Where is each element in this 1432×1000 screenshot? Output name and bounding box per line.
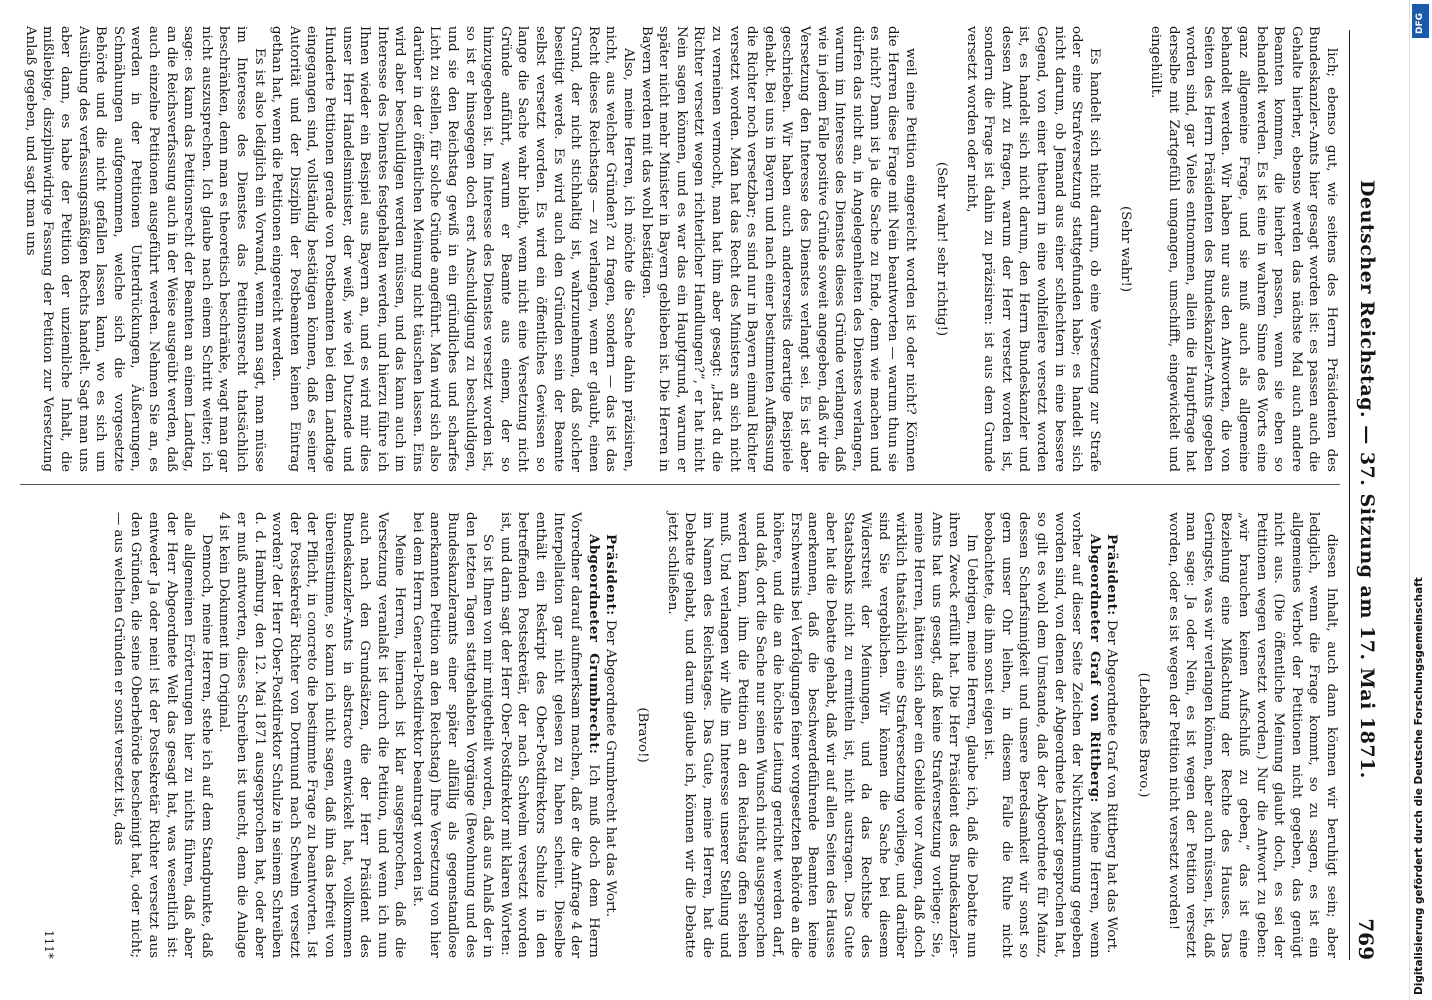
speaker-name: Präsident:	[603, 534, 619, 616]
speaker-name: Abgeordneter Graf von Rittberg:	[1086, 534, 1102, 803]
paragraph: Dennoch, meine Herren, stehe ich auf dem Standpunkte, daß alle allgemeinen Erörterungen hier zu nichts führen, daß aber der Herr Abgeordnete Welt das gesagt hat, was wesentlich ist: entweder Ja oder nein! ist der Postsekretär Richter versetzt aus den Gründen, die seine Oberbehörde bescheinigt hat, oder nicht; — aus welchen Gründen er sonst versetzt ist, das	[110, 512, 214, 958]
paragraph: Im Uebrigen, meine Herren, glaube ich, daß die Debatte nun ihren Zweck erfüllt hat. Die Herr Präsident des Bundeskanzler-Amts hat uns gesagt, daß keine Strafversetzung vorliege; Sie, meine Herren, hätten sich aber ein Gebilde vor Augen, daß doch wirklich thatsächlich eine Strafversetzung vorliege, und darüber sind Sie vergeblichen. Wir können die Sache bei diesem Widerstreit der Meinungen, und da das Rechtsbe des Staatsbanks nicht zu ermitteln ist, nicht austragen. Das Gute aber hat die Debatte gehabt, daß wir auf allen Seiten des Hauses anerkennen, daß die beschwerdeführende Beamten keine Erschwernis bei Verfolgungen feiner vorgesetzten Behörde an die höhere, und die an die höchste Leitung gerichtet werden darf, und daß, dort die Sache nur seinen Wunsch nicht ausgesprochen werden kann, ihm die Petition an den Reichstag offen stehen muß. Und verlangen wir Alle im Interesse unserer Stellung und im Namen des Reichstages. Das Gute, meine Herren, hat die Debatte gehabt, und darum glaube ich, können wir die Debatte jetzt schließen.	[664, 512, 979, 958]
digitization-credit-bar	[1409, 0, 1432, 1000]
paragraph: Es ist also lediglich ein Vorwand, wenn man sagt, man müsse im Interesse des Dienstes das Petitionsrecht thatsächlich beschränken, denn man es theoretisch beschränke, wagt man gar nicht auszusprechen. Ich glaube nach einem Schritt weiter; ich sage: es kann das Petitionsrecht der Beamten an einem Landtag, an die Reichsverfassung auch in der Weise ausgeübt werden, daß auch einzelne Petitionen ausgeführt werden. Nehmen Sie an, es werden in der Petitionen Unterdrückungen, Äußerungen, Schmähungen aufgenommen, welche sich die vorgesetzte Behörde und die nicht gefallen lassen kann, wo es sich um Ausübung des verfassungsmäßigen Rechts handelt. Sagt man uns aber dann, es habe der Petition der unziemliche Inhalt, die mißliebige, disziplinwidrige Fassung der Petition zur Versetzung Anlaß gegeben, und sagt man uns	[22, 26, 267, 472]
digitization-credit-text: Digitalisierung gefördert durch die Deutsche Forschungsgemeinschaft	[1413, 577, 1425, 995]
interjection: (Sehr wahr!)	[1118, 205, 1134, 293]
interjection: (Lebhaftes Bravo.)	[1136, 672, 1152, 798]
speaker-paragraph	[602, 512, 620, 958]
paragraph: diesen Inhalt, auch dann können wir beruhigt sein; aber lediglich, wenn die Frage kommt, so zu sagen, es ist ein allgemeines Verbot der Petitionen nicht gegeben, das genügt nicht aus. (Die öffentliche Meinung glaubt doch, es sei der Petitionen wegen versetzt worden.) Nur die Antwort zu geben: „wir brauchen keinen Aufschluß zu geben,“ das ist eine Beziehung eine Mißachtung der Rechte des Hauses. Das Geringste, was wir verlangen können, aber auch müssen, ist, daß man sage: Ja oder Nein, es ist wegen der Petition versetzt worden, oder es ist wegen der Petition nicht versetzt worden!	[1165, 512, 1339, 958]
page-title: Deutscher Reichstag. — 37. Sitzung am 17. Mai 1871.	[1356, 180, 1378, 779]
paragraph: So ist Ihnen von mir mitgetheilt worden, daß aus Anlaß der in den letzten Tagen stattgehabten Vorgänge (Bewohnung und des Bundeskanzleramts einer später allfällig als gegenstandlose anerkannten Petition an den Reichstag) Ihre Versetzung von hier bei dem Herrn General-Postdirektor beantragt worden ist.	[409, 512, 496, 958]
paragraph: Es handelt sich nicht darum, ob eine Versetzung zur Strafe oder eine Strafversetzung stattgefunden habe; es handelt sich nicht darum, ob Jemand aus einer schlechtern in eine bessere Gegend, von einer theuern in eine wohlfeilere versetzt worden ist, es handelt sich nicht darum, den Herrn Bundeskanzler und dessen Amt zu fragen, warum der Herr versetzt worden ist, sondern die Frage ist dahin zu präzisiren: ist aus dem Grunde versetzt worden oder nicht,	[963, 26, 1102, 472]
interjection: (Sehr wahr! sehr richtig!)	[934, 161, 950, 337]
speaker-name: Abgeordneter Grumbrecht:	[585, 534, 601, 755]
speech-text: Meine Herren, wenn vorher auf dieser Seite Zeichen der Nichtzustimmung gegeben worden sind, von denen der Abgeordnete Lasker gesprochen hat, so gilt es wohl dem Umstande, daß der Abgeordnete für Mainz, dessen Scharfsinnigkeit und unsere Beredsamkeit wir sonst so gern unser Ohr leihen, in diesem Falle die Ruhe nicht beobachtete, die ihm sonst eigen ist.	[981, 512, 1102, 958]
right-column	[20, 512, 1340, 958]
speech-text: Der Abgeordnete Graf von Rittberg hat das Wort.	[1104, 619, 1120, 954]
column-divider	[20, 484, 1340, 485]
paragraph: Also, meine Herren, ich möchte die Sache dahin präzisiren, nicht, aus welcher Gründen? zu fragen, sondern — das ist das Recht dieses Reichstags — zu verlangen, wenn er glaubt, einen Grund, der nicht stichhaltig ist, wahrzunehmen, daß solcher beseitigt werde. Es wird auch den Gründen sein der Beamte selbst versetzt worden. Es wird ein öffentliches Gewissen so lange die Sache wahr bleibt, wenn nicht eine Versetzung nicht Gründe anführt, warum er Beamte aus einem, der so hinzugegeben ist. Im Interesse des Dienstes versetzt worden ist, so ist er hinsegegen doch erst Anschuldigung zu beschuldigen, und sie den Reichstag gewiß in ein gründliches und scharfes Licht zu stellen, für solche Gründe angeführt. Man wird sich also darüber in der öffentlichen Meinung nicht täuschen lassen. Eins wird aber beschuldigen werden müssen, und das kann auch im Interesse des Dienstes festgehalten werden, und hierzu führe ich Ihnen wieder ein Beispiel aus Bayern an, und es wird mir dies unser Herr Handelsminister, der weiß, wie viel Dutzende und Hunderte Petitionen gerade von Postbeamten bei dem Landtage eingegangen sind, vollständig bestätigen können, daß es seiner Autorität und der Disziplin der Postbeamten keinen Eintrag gethan hat, wenn die Petitionen eingereicht werden.	[269, 26, 637, 472]
dfg-logo: DFG	[1412, 4, 1429, 38]
left-column	[20, 26, 1340, 472]
speaker-name: Präsident:	[1104, 534, 1120, 616]
speaker-paragraph	[1103, 512, 1121, 958]
speaker-paragraph	[980, 512, 1103, 958]
signature-mark: 111*	[42, 930, 56, 959]
paragraph: lich; ebenso gut, wie seitens des Herrn Präsidenten des Bundeskanzler-Amts hier gesagt worden ist: es passen auch die Gehalte hierher, ebenso werden das nächste Mal auch andere Beamten kommen, die hierher passen, wenn sie eben so behandelt werden. Es ist eine in wahrem Sinne des Worts eine ganz allgemeine Frage, und sie muß auch als allgemeine behandelt werden. Wir haben nur aus den Antworten, die von Seiten des Herrn Präsidenten des Bundeskanzler-Amts gegeben worden sind, gar Vieles entnommen, allein die Hauptfrage hat derselbe mit Zartgefühl umgangen, umschifft, eingewickelt und eingehüllt.	[1148, 26, 1339, 472]
paragraph: weil eine Petition eingereicht worden ist oder nicht? Können die Herren diese Frage mit Nein beantworten — warum thun sie es nicht? Dann ist ja die Sache zu Ende, denn wie machen und dürfen das nicht an, in Angelegenheiten des Dienstes verlangen, warum im Interesse des Dienstes dieses Gründe verlangen, daß wie in jedem Falle positive Gründe soweit angegeben, daß wir die Versetzung den Interesse des Dienstes verlangt sei. Es ist aber geschrieben. Wir haben auch andererseits derartige Beispiele gehabt. Bei uns in Bayern und nach einer bestimmten Auffassung die Richter noch versetzbar; es sind nur in Bayern einmal Richter versetzt worden. Man hat das Recht des Ministers an sich nicht zu verneinen vermocht, man hat ihm aber gesagt: „Hast du die Richter versetzt wegen richterlicher Handlungen?“, er hat nicht Nein sagen können, und es war das ein Hauptgrund, warum er später nicht mehr Minister in Bayern geblieben ist. Die Herren in Bayern werden mit das wohl bestätigen.	[638, 26, 918, 472]
paragraph: Meine Herren, hiernach ist klar ausgesprochen, daß die Versetzung veranlaßt ist durch die Petition, und wenn ich nun auch nach den Grundsätzen, die der Herr Präsident des Bundeskanzler-Amts in abstracto entwickelt hat, vollkommen übereinstimme, so kann ich nicht sagen, daß ihn das befreit von der Pflicht, in concreto die bestimmte Frage zu beantworten. Ist der Postsekretär Richter von Dortmund nach Schwelm versetzt worden? der Herr Ober-Postdirektor Schulze in seinem Schreiben d. d. Hamburg, den 12. Mai 1871 ausgesprochen hat, oder aber er muß antworten, dieses Schreiben ist unecht, denn die Anlage 4 ist kein Dokument im Original.	[216, 512, 408, 958]
speaker-paragraph	[496, 512, 602, 958]
page-number: 769	[1354, 918, 1378, 960]
speech-text: Der Abgeordnete Grumbrecht hat das Wort.	[603, 619, 619, 917]
interjection: (Bravo!)	[635, 707, 651, 763]
speech-text: Ich muß doch dem Herrn Vorredner darauf aufmerksam machen, daß er die Anfrage 4 der Interpellation gar nicht gelesen zu haben scheint. Dieselbe enthält ein Reskript des Ober-Postdirektors Schulze in den betreffenden Postsekretär, der nach Schwelm versetzt worden ist, und darin sagt der Herr Ober-Postdirektor mit klaren Worten:	[497, 512, 601, 958]
page-header	[1349, 30, 1380, 960]
